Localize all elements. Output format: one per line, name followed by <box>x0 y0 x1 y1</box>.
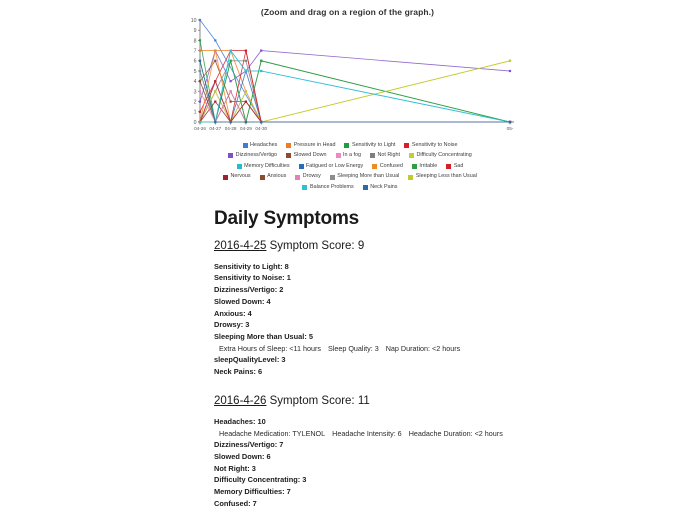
svg-text:8: 8 <box>193 38 197 45</box>
legend-color-swatch <box>370 153 375 158</box>
symptom-entry: Difficulty Concentrating: 3 <box>214 475 307 485</box>
chart-data-point <box>260 70 262 72</box>
legend-item-label: Memory Difficulties <box>244 162 290 169</box>
legend-color-swatch <box>412 164 417 169</box>
svg-text:10: 10 <box>190 18 197 24</box>
legend-row <box>175 182 525 193</box>
legend-item-label: Sleeping More than Usual <box>337 173 400 180</box>
legend-item[interactable] <box>446 164 463 169</box>
chart-data-point <box>230 90 232 92</box>
chart-plot-area[interactable] <box>186 18 516 136</box>
legend-item-label: Balance Problems <box>309 183 354 190</box>
legend-row <box>175 161 525 172</box>
chart-data-point <box>199 19 201 21</box>
legend-item-label: Sensitivity to Noise <box>411 141 458 148</box>
legend-item[interactable] <box>344 143 395 148</box>
chart-data-point <box>199 80 201 82</box>
legend-color-swatch <box>286 143 291 148</box>
chart-data-point <box>199 101 201 103</box>
chart-data-point <box>199 39 201 41</box>
svg-text:0: 0 <box>193 119 197 126</box>
chart-data-point <box>199 50 201 52</box>
svg-text:04-27: 04-27 <box>209 126 222 131</box>
chart-data-point <box>260 60 262 62</box>
day-spacer <box>214 381 514 395</box>
chart-svg[interactable] <box>186 18 516 136</box>
day-list <box>214 240 514 509</box>
symptom-entry: Slowed Down: 4 <box>214 296 271 306</box>
legend-color-swatch <box>446 164 451 169</box>
svg-text:2: 2 <box>193 99 197 106</box>
legend-row <box>175 151 525 162</box>
y-axis-ticks <box>191 18 200 126</box>
legend-item[interactable] <box>302 185 353 190</box>
svg-text:05-: 05- <box>506 126 514 131</box>
chart-data-point <box>509 70 511 72</box>
symptom-score-label: Symptom Score: 11 <box>266 395 370 408</box>
svg-text:3: 3 <box>193 89 197 96</box>
chart-data-point <box>199 111 201 113</box>
chart-data-point <box>199 60 201 62</box>
symptom-entry: Slowed Down: 6 <box>214 451 271 461</box>
symptom-detail: Nap Duration: <2 hours <box>385 343 461 353</box>
legend-color-swatch <box>260 175 265 180</box>
chart-data-point <box>230 101 232 103</box>
legend-item-label: Pressure in Head <box>293 141 336 148</box>
legend-item[interactable] <box>404 143 457 148</box>
chart-data-point <box>214 60 216 62</box>
legend-item[interactable] <box>336 153 361 158</box>
symptom-detail: Headache Duration: <2 hours <box>408 428 503 438</box>
chart-data-point <box>509 121 511 123</box>
legend-item-label: Sensitivity to Light <box>351 141 396 148</box>
svg-text:6: 6 <box>193 58 197 65</box>
symptom-entry: Dizziness/Vertigo: 7 <box>214 440 284 450</box>
symptom-entry: Sleeping More than Usual: 5 <box>214 331 313 341</box>
daily-symptoms-section <box>214 200 514 513</box>
chart-data-point <box>214 39 216 41</box>
chart-data-point <box>245 121 247 123</box>
svg-text:04-30: 04-30 <box>255 126 268 131</box>
chart-data-point <box>260 50 262 52</box>
chart-data-point <box>230 60 232 62</box>
legend-item[interactable] <box>408 174 477 179</box>
legend-color-swatch <box>330 175 335 180</box>
legend-item-label: Dizziness/Vertigo <box>235 152 278 159</box>
legend-item-label: Irritable <box>419 162 438 169</box>
chart-data-point <box>245 101 247 103</box>
x-axis-ticks <box>193 119 514 131</box>
legend-color-swatch <box>372 164 377 169</box>
symptom-entry-details <box>214 428 514 439</box>
symptom-entry: Headaches: 10 <box>214 417 266 427</box>
legend-item-label: Sad <box>453 162 464 169</box>
chart-data-point <box>230 50 232 52</box>
symptom-entry: Sensitivity to Noise: 1 <box>214 273 291 283</box>
page-title: Daily Symptoms <box>214 208 360 229</box>
legend-color-swatch <box>404 143 409 148</box>
legend-item[interactable] <box>228 153 277 158</box>
chart-data-point <box>214 101 216 103</box>
symptom-detail: Sleep Quality: 3 <box>327 343 379 353</box>
chart-data-point <box>245 50 247 52</box>
legend-color-swatch <box>363 185 368 190</box>
legend-item-label: Headaches <box>250 141 278 148</box>
legend-item[interactable] <box>260 174 287 179</box>
legend-item[interactable] <box>237 164 290 169</box>
chart-data-point <box>199 90 201 92</box>
symptom-entry: Confused: 7 <box>214 498 257 508</box>
legend-color-swatch <box>237 164 242 169</box>
symptom-entry: Sensitivity to Light: 8 <box>214 261 289 271</box>
chart-data-point <box>214 121 216 123</box>
chart-data-point <box>199 121 201 123</box>
legend-color-swatch <box>228 153 233 158</box>
legend-item[interactable] <box>412 164 437 169</box>
legend-color-swatch <box>286 153 291 158</box>
legend-item-label: Slowed Down <box>293 152 327 159</box>
day-date[interactable]: 2016-4-26 <box>214 395 267 408</box>
svg-text:04-29: 04-29 <box>240 126 252 131</box>
legend-item[interactable] <box>299 164 364 169</box>
legend-item-label: Nervous <box>230 173 251 180</box>
legend-item[interactable] <box>223 174 251 179</box>
legend-item[interactable] <box>330 174 400 179</box>
legend-row <box>175 140 525 151</box>
chart-title: (Zoom and drag on a region of the graph.) <box>260 7 435 17</box>
legend-item[interactable] <box>243 143 278 148</box>
symptom-detail: Extra Hours of Sleep: <11 hours <box>219 343 321 353</box>
symptom-score-label: Symptom Score: 9 <box>266 240 365 252</box>
legend-item[interactable] <box>409 153 472 158</box>
legend-color-swatch <box>409 153 414 158</box>
chart-data-point <box>245 60 247 62</box>
day-block <box>214 240 514 377</box>
legend-item-label: In a fog <box>343 152 361 159</box>
legend-item-label: Anxious <box>267 173 287 180</box>
day-date[interactable]: 2016-4-25 <box>214 240 267 252</box>
chart-data-point <box>260 121 262 123</box>
legend-item[interactable] <box>295 174 320 179</box>
legend-color-swatch <box>336 153 341 158</box>
chart-line <box>200 51 510 102</box>
chart-data-point <box>230 121 232 123</box>
legend-item[interactable] <box>286 143 335 148</box>
symptom-detail: Headache Intensity: 6 <box>332 428 402 438</box>
legend-item-label: Difficulty Concentrating <box>416 152 472 159</box>
legend-item-label: Not Right <box>377 152 400 159</box>
svg-text:04-28: 04-28 <box>224 126 237 131</box>
symptom-entry: Drowsy: 3 <box>214 320 250 330</box>
chart-data-point <box>509 60 511 62</box>
chart-data-point <box>199 70 201 72</box>
day-block <box>214 395 514 509</box>
legend-color-swatch <box>302 185 307 190</box>
symptom-entry: Memory Difficulties: 7 <box>214 486 291 496</box>
legend-item[interactable] <box>372 164 403 169</box>
legend-color-swatch <box>223 175 228 180</box>
symptom-entry: Neck Pains: 6 <box>214 366 263 376</box>
chart-data-point <box>230 80 232 82</box>
svg-text:7: 7 <box>193 48 197 55</box>
legend-item[interactable] <box>370 153 400 158</box>
chart-legend <box>175 140 525 193</box>
legend-item[interactable] <box>363 185 398 190</box>
legend-item-label: Confused <box>379 162 403 169</box>
legend-item-label: Fatigued or Low Energy <box>306 162 364 169</box>
legend-item-label: Neck Pains <box>370 183 398 190</box>
legend-color-swatch <box>295 175 300 180</box>
svg-text:5: 5 <box>193 68 197 75</box>
symptom-entry-details <box>214 343 514 354</box>
symptom-detail: Headache Medication: TYLENOL <box>219 428 326 438</box>
legend-item-label: Sleeping Less than Usual <box>415 173 477 180</box>
chart-data-point <box>214 80 216 82</box>
legend-item[interactable] <box>286 153 326 158</box>
symptom-entry: Dizziness/Vertigo: 2 <box>214 285 284 295</box>
chart-data-point <box>245 90 247 92</box>
svg-text:04-26: 04-26 <box>194 126 206 131</box>
legend-color-swatch <box>243 143 248 148</box>
legend-color-swatch <box>299 164 304 169</box>
day-heading <box>214 395 514 409</box>
legend-item-label: Drowsy <box>302 173 321 180</box>
symptom-entry: sleepQualityLevel: 3 <box>214 354 286 364</box>
svg-text:9: 9 <box>193 28 197 35</box>
legend-color-swatch <box>408 175 413 180</box>
symptom-entry: Not Right: 3 <box>214 463 256 473</box>
legend-row <box>175 172 525 183</box>
chart-series-group <box>199 19 511 123</box>
chart-data-point <box>214 90 216 92</box>
chart-data-point <box>245 70 247 72</box>
symptom-entry: Anxious: 4 <box>214 308 252 318</box>
chart-data-point <box>214 50 216 52</box>
day-heading <box>214 240 514 254</box>
legend-color-swatch <box>344 143 349 148</box>
svg-text:4: 4 <box>193 79 197 86</box>
svg-text:1: 1 <box>193 109 197 116</box>
